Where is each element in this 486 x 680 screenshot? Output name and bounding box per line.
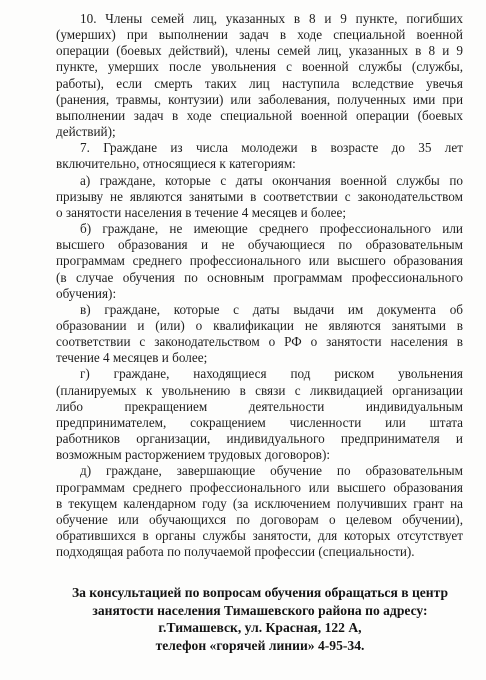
paragraph-subitem-d — [56, 463, 463, 560]
text-line: работников организации, индивидуального предпринимателя и — [56, 431, 463, 447]
text-line: а) граждане, которые с даты окончания военной службы по — [80, 172, 463, 188]
text-line: программам среднего профессионального или высшего образования — [56, 253, 463, 269]
text-line: г) граждане, находящиеся под риском увольнения — [80, 366, 463, 382]
text-line: включительно, относящиеся к категориям: — [56, 156, 296, 172]
text-line: 10. Члены семей лиц, указанных в 8 и 9 пункте, погибших — [80, 11, 463, 26]
text-line: призыву не являются занятыми в соответствии с законодательством — [56, 188, 463, 204]
contact-info — [60, 584, 460, 654]
paragraph-subitem-a — [56, 173, 463, 221]
text-line: обратившихся в органы службы занятости, для которых отсутствует — [56, 528, 463, 543]
text-line: б) граждане, не имеющие среднего профессионального или — [80, 221, 463, 237]
text-line: 7. Граждане из числа молодежи в возрасте до 35 лет — [80, 140, 463, 156]
text-line: обучение или обучающихся по договорам о целевом обучении), — [56, 511, 463, 527]
text-line: (планируемых к увольнению в связи с ликвидацией организации — [56, 382, 463, 398]
paragraph-subitem-v — [56, 302, 463, 367]
document-body — [56, 11, 463, 560]
text-line: высшего образования и не обучающиеся по образовательным — [56, 237, 463, 253]
paragraph-subitem-g — [56, 366, 463, 463]
text-line: действий); — [56, 124, 116, 140]
text-line: в) граждане, которые с даты выдачи им документа об — [80, 301, 463, 317]
text-line: течение 4 месяцев и более; — [56, 350, 208, 366]
paragraph-item-7 — [56, 140, 463, 172]
text-line: соответствии с законодательством о РФ о занятости населения в — [56, 334, 463, 350]
text-line: либо прекращением деятельности индивидуальным — [56, 398, 463, 414]
text-line: пункте, умерших после увольнения с военной службы (службы, — [56, 59, 463, 75]
text-line: о занятости населения в течение 4 месяцев и более; — [56, 204, 347, 220]
text-line: обучения): — [56, 285, 117, 301]
text-line: (ранения, травмы, контузии) или заболевания, полученных ими при — [56, 91, 463, 107]
text-line: программам среднего профессионального или высшего образования — [56, 479, 463, 495]
contact-line: За консультацией по вопросам обучения обращаться в центр — [71, 585, 449, 600]
text-line: д) граждане, завершающие обучение по образовательным — [80, 463, 463, 479]
text-line: работы), если смерть таких лиц наступила вследствие увечья — [56, 75, 463, 91]
paragraph-subitem-b — [56, 221, 463, 302]
text-line: предпринимателем, сокращением численности или штата — [56, 414, 463, 430]
text-line: в текущем календарном году (за исключением получивших грант на — [56, 495, 463, 511]
text-line: возможным расторжением трудовых договоров): — [56, 447, 331, 463]
text-line: (умерших) при выполнении задач в ходе специальной военной — [56, 27, 463, 43]
text-line: образовании и (или) о квалификации не являются занятыми в — [56, 317, 463, 333]
text-line: операции (боевых действий), члены семей лиц, указанных в 8 и 9 — [56, 43, 463, 59]
contact-phone: телефон «горячей линии» 4-95-34. — [155, 637, 365, 653]
contact-address: г.Тимашевск, ул. Красная, 122 А, — [158, 620, 362, 635]
text-line: (в случае обучения по основным программам профессионального — [56, 269, 463, 285]
contact-line: занятости населения Тимашевского района по адресу: — [92, 602, 428, 618]
paragraph-item-10 — [56, 11, 463, 140]
text-line: выполнении задач в ходе специальной военной операции (боевых — [56, 107, 463, 123]
text-line: подходящая работа по получаемой профессии (специальности). — [56, 544, 415, 560]
